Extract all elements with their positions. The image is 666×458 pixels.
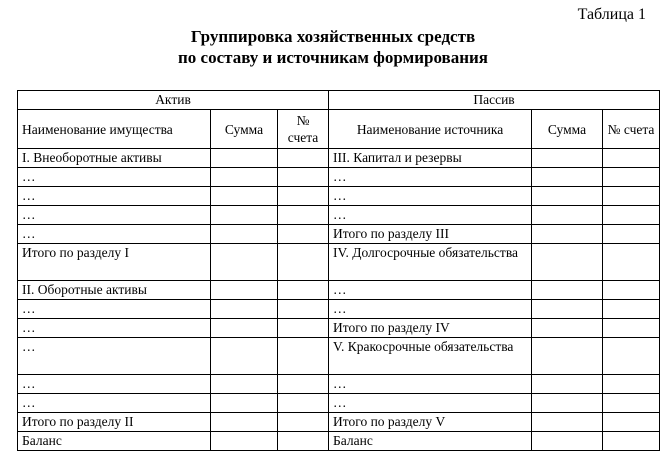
title-line-2: по составу и источникам формирования	[178, 48, 488, 67]
asset-sum-cell	[211, 149, 278, 168]
asset-sum-cell	[211, 187, 278, 206]
source-name-cell: …	[329, 394, 532, 413]
source-sum-cell	[532, 187, 603, 206]
source-account-cell	[603, 432, 660, 451]
source-sum-cell	[532, 394, 603, 413]
table-row	[18, 432, 660, 451]
asset-name-cell: Итого по разделу II	[18, 413, 211, 432]
asset-name-cell: I. Внеоборотные активы	[18, 149, 211, 168]
source-name-cell: Итого по разделу V	[329, 413, 532, 432]
source-account-cell	[603, 168, 660, 187]
sum-left-header: Сумма	[211, 110, 278, 149]
source-sum-cell	[532, 432, 603, 451]
asset-sum-cell	[211, 225, 278, 244]
asset-account-cell	[278, 432, 329, 451]
source-account-cell	[603, 394, 660, 413]
table-row	[18, 187, 660, 206]
table-row	[18, 338, 660, 375]
active-group-header: Актив	[18, 91, 329, 110]
source-name-cell: …	[329, 187, 532, 206]
group-header-row	[18, 91, 660, 110]
asset-sum-cell	[211, 375, 278, 394]
asset-account-cell	[278, 244, 329, 281]
balance-grouping-table	[17, 90, 660, 451]
asset-name-cell: …	[18, 187, 211, 206]
asset-account-cell	[278, 319, 329, 338]
asset-sum-cell	[211, 394, 278, 413]
source-account-cell	[603, 244, 660, 281]
asset-sum-cell	[211, 281, 278, 300]
source-sum-cell	[532, 281, 603, 300]
asset-name-cell: …	[18, 300, 211, 319]
table-row	[18, 300, 660, 319]
table-row	[18, 413, 660, 432]
title-line-1: Группировка хозяйственных средств	[190, 27, 476, 46]
source-sum-cell	[532, 413, 603, 432]
asset-account-cell	[278, 338, 329, 375]
table-row	[18, 281, 660, 300]
passive-group-header: Пассив	[329, 91, 660, 110]
source-account-cell	[603, 206, 660, 225]
account-left-header: № счета	[278, 110, 329, 149]
source-name-cell: Баланс	[329, 432, 532, 451]
source-name-cell: V. Кракосрочные обязательства	[329, 338, 532, 375]
asset-account-cell	[278, 413, 329, 432]
table-row	[18, 319, 660, 338]
account-right-header: № счета	[603, 110, 660, 149]
source-sum-cell	[532, 375, 603, 394]
asset-name-cell: Итого по разделу I	[18, 244, 211, 281]
asset-name-cell: …	[18, 168, 211, 187]
source-name-cell: Итого по разделу III	[329, 225, 532, 244]
source-sum-cell	[532, 168, 603, 187]
table-row	[18, 375, 660, 394]
asset-name-cell: Баланс	[18, 432, 211, 451]
asset-sum-cell	[211, 206, 278, 225]
asset-account-cell	[278, 225, 329, 244]
source-account-cell	[603, 300, 660, 319]
asset-account-cell	[278, 300, 329, 319]
source-sum-cell	[532, 300, 603, 319]
source-account-cell	[603, 225, 660, 244]
source-sum-cell	[532, 319, 603, 338]
table-row	[18, 225, 660, 244]
asset-name-cell: …	[18, 225, 211, 244]
source-name-cell: …	[329, 300, 532, 319]
asset-sum-cell	[211, 338, 278, 375]
source-account-cell	[603, 413, 660, 432]
source-account-cell	[603, 338, 660, 375]
asset-account-cell	[278, 149, 329, 168]
table-number-label: Таблица 1	[577, 6, 646, 23]
source-name-cell: …	[329, 281, 532, 300]
asset-account-cell	[278, 394, 329, 413]
column-header-row	[18, 110, 660, 149]
sum-right-header: Сумма	[532, 110, 603, 149]
source-name-cell: …	[329, 168, 532, 187]
asset-account-cell	[278, 375, 329, 394]
table-row	[18, 168, 660, 187]
source-name-cell: III. Капитал и резервы	[329, 149, 532, 168]
asset-name-cell: …	[18, 394, 211, 413]
source-name-header: Наименование источника	[329, 110, 532, 149]
source-account-cell	[603, 187, 660, 206]
asset-name-cell: …	[18, 206, 211, 225]
document-title	[0, 26, 666, 68]
asset-sum-cell	[211, 413, 278, 432]
source-account-cell	[603, 149, 660, 168]
table-row	[18, 206, 660, 225]
source-name-cell: Итого по разделу IV	[329, 319, 532, 338]
asset-account-cell	[278, 168, 329, 187]
asset-account-cell	[278, 206, 329, 225]
asset-name-cell: II. Оборотные активы	[18, 281, 211, 300]
asset-sum-cell	[211, 319, 278, 338]
asset-sum-cell	[211, 244, 278, 281]
source-name-cell: …	[329, 375, 532, 394]
table-row	[18, 244, 660, 281]
asset-name-cell: …	[18, 338, 211, 375]
table-row	[18, 149, 660, 168]
source-name-cell: …	[329, 206, 532, 225]
source-account-cell	[603, 319, 660, 338]
table-row	[18, 394, 660, 413]
asset-name-cell: …	[18, 319, 211, 338]
source-sum-cell	[532, 149, 603, 168]
source-account-cell	[603, 281, 660, 300]
asset-sum-cell	[211, 300, 278, 319]
asset-account-cell	[278, 187, 329, 206]
asset-account-cell	[278, 281, 329, 300]
asset-sum-cell	[211, 168, 278, 187]
source-account-cell	[603, 375, 660, 394]
source-sum-cell	[532, 244, 603, 281]
asset-sum-cell	[211, 432, 278, 451]
source-name-cell: IV. Долгосрочные обязательства	[329, 244, 532, 281]
source-sum-cell	[532, 206, 603, 225]
source-sum-cell	[532, 338, 603, 375]
asset-name-header: Наименование имущества	[18, 110, 211, 149]
asset-name-cell: …	[18, 375, 211, 394]
source-sum-cell	[532, 225, 603, 244]
